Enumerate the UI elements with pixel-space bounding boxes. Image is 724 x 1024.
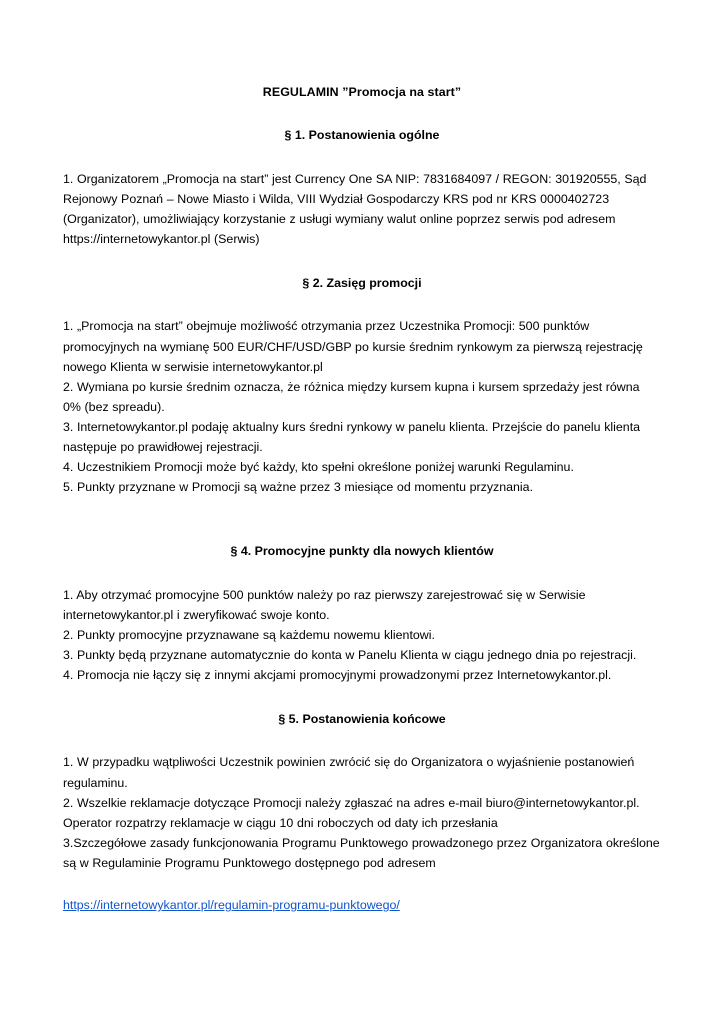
paragraph: 3.Szczegółowe zasady funkcjonowania Programu Punktowego prowadzonego przez Organizatora określone są w Regulaminie Programu Punktowego dostępnego pod adresem [63,835,660,870]
paragraph: 4. Uczestnikiem Promocji może być każdy, kto spełni określone poniżej warunki Regulaminu. [63,460,574,475]
page-title: REGULAMIN ”Promocja na start” [262,85,462,99]
section-body-4 [63,585,661,685]
regulamin-programu-punktowego-link[interactable]: https://internetowykantor.pl/regulamin-programu-punktowego/ [63,898,400,913]
paragraph: 1. Organizatorem „Promocja na start” jest Currency One SA NIP: 7831684097 / REGON: 301920555, Sąd Rejonowy Poznań – Nowe Miasto i Wilda, VIII Wydział Gospodarczy KRS pod nr KRS 0000402723 (Organizator), umożliwiający korzystanie z usługi wymiany walut online poprzez serwis pod adresem https://internetowykantor.pl (Serwis) [63,171,647,246]
section-heading-1: § 1. Postanowienia ogólne [284,128,440,143]
section-body-2 [63,316,661,497]
section-heading-5: § 5. Postanowienia końcowe [278,712,446,727]
paragraph: 2. Punkty promocyjne przyznawane są każdemu nowemu klientowi. [63,627,435,642]
paragraph: 1. Aby otrzymać promocyjne 500 punktów należy po raz pierwszy zarejestrować się w Serwisie internetowykantor.pl i zweryfikować swoje konto. [63,587,586,622]
section-body-5 [63,752,661,873]
paragraph: 2. Wymiana po kursie średnim oznacza, że różnica między kursem kupna i kursem sprzedaży jest równa 0% (bez spreadu). [63,379,640,414]
paragraph: 2. Wszelkie reklamacje dotyczące Promocji należy zgłaszać na adres e-mail biuro@internetowykantor.pl. Operator rozpatrzy reklamacje w ciągu 10 dni roboczych od daty ich przesłania [63,795,640,830]
paragraph: 4. Promocja nie łączy się z innymi akcjami promocyjnymi prowadzonymi przez Internetowykantor.pl. [63,668,612,683]
section-spacer [63,523,661,543]
footer-link-row [63,895,661,915]
paragraph: 1. W przypadku wątpliwości Uczestnik powinien zwrócić się do Organizatora o wyjaśnienie postanowień regulaminu. [63,755,635,790]
paragraph: 1. „Promocja na start” obejmuje możliwość otrzymania przez Uczestnika Promocji: 500 punktów promocyjnych na wymianę 500 EUR/CHF/USD/GBP po kursie średnim rynkowym za pierwszą rejestrację nowego Klienta w serwisie internetowykantor.pl [63,319,643,374]
section-heading-2: § 2. Zasięg promocji [302,276,422,291]
section-heading-4: § 4. Promocyjne punkty dla nowych klientów [230,544,494,559]
paragraph: 3. Internetowykantor.pl podaję aktualny kurs średni rynkowy w panelu klienta. Przejście do panelu klienta następuje po prawidłowej rejestracji. [63,419,641,455]
paragraph: 5. Punkty przyznane w Promocji są ważne przez 3 miesiące od momentu przyznania. [63,480,534,495]
section-body-1 [63,169,661,249]
paragraph: 3. Punkty będą przyznane automatycznie do konta w Panelu Klienta w ciągu jednego dnia po rejestracji. [63,647,637,662]
